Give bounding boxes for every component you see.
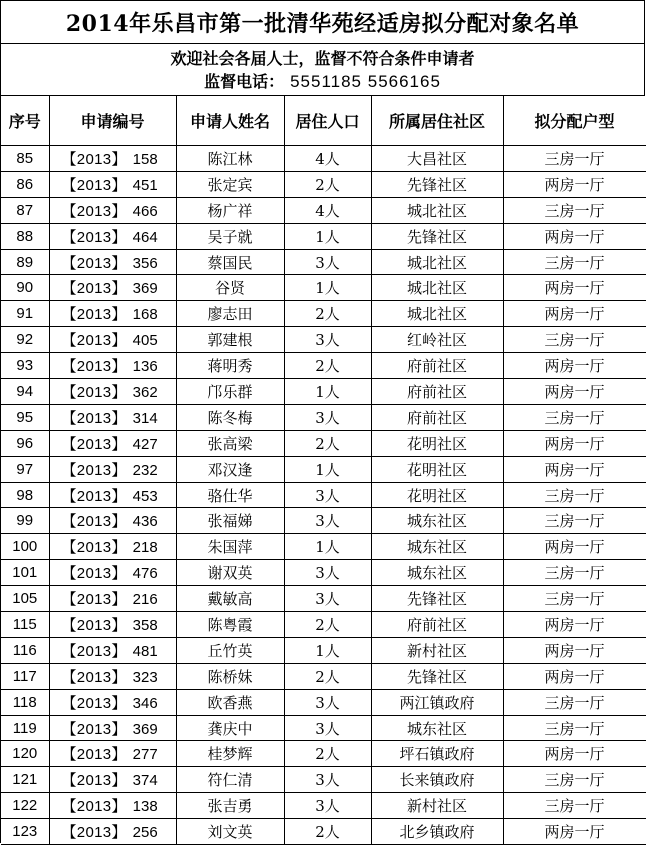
cell-unit-type: 两房一厅: [503, 223, 646, 249]
application-number: 451: [132, 176, 158, 194]
cell-household-size: 3人: [284, 767, 371, 793]
cell-unit-type: 两房一厅: [503, 379, 646, 405]
cell-unit-type: 三房一厅: [503, 249, 646, 275]
table-row: [1, 819, 646, 845]
table-row: [1, 456, 646, 482]
cell-seq: 116: [1, 637, 49, 663]
cell-applicant-name: 谷贤: [176, 275, 284, 301]
application-number: 168: [132, 306, 158, 324]
cell-applicant-name: 张定宾: [176, 171, 284, 197]
cell-unit-type: 两房一厅: [503, 301, 646, 327]
application-number: 453: [132, 487, 158, 505]
cell-household-size: 2人: [284, 819, 371, 845]
cell-household-size: 2人: [284, 741, 371, 767]
cell-application-no: [49, 146, 176, 172]
cell-unit-type: 两房一厅: [503, 612, 646, 638]
table-body: [1, 146, 646, 845]
application-year: 【2013】: [61, 383, 127, 401]
cell-seq: 105: [1, 586, 49, 612]
page-title: 2014年乐昌市第一批清华苑经适房拟分配对象名单: [1, 1, 645, 44]
cell-household-size: 3人: [284, 508, 371, 534]
cell-seq: 115: [1, 612, 49, 638]
cell-unit-type: 三房一厅: [503, 560, 646, 586]
cell-community: 府前社区: [371, 379, 503, 405]
application-year: 【2013】: [61, 228, 127, 246]
cell-unit-type: 两房一厅: [503, 456, 646, 482]
table-row: [1, 689, 646, 715]
application-number: 369: [132, 720, 158, 738]
table-row: [1, 171, 646, 197]
cell-application-no: [49, 327, 176, 353]
application-number: 369: [132, 280, 158, 298]
cell-unit-type: 三房一厅: [503, 793, 646, 819]
cell-household-size: 3人: [284, 586, 371, 612]
cell-unit-type: 三房一厅: [503, 327, 646, 353]
cell-seq: 120: [1, 741, 49, 767]
application-year: 【2013】: [61, 358, 127, 376]
application-year: 【2013】: [61, 254, 127, 272]
header-seq: 序号: [1, 96, 49, 146]
cell-applicant-name: 朱国萍: [176, 534, 284, 560]
cell-applicant-name: 张高梁: [176, 430, 284, 456]
cell-seq: 90: [1, 275, 49, 301]
cell-applicant-name: 桂梦辉: [176, 741, 284, 767]
application-year: 【2013】: [61, 616, 127, 634]
cell-household-size: 1人: [284, 223, 371, 249]
cell-unit-type: 三房一厅: [503, 586, 646, 612]
cell-application-no: [49, 715, 176, 741]
application-year: 【2013】: [61, 306, 127, 324]
cell-applicant-name: 符仁清: [176, 767, 284, 793]
cell-seq: 88: [1, 223, 49, 249]
header-application-no: 申请编号: [49, 96, 176, 146]
cell-unit-type: 三房一厅: [503, 404, 646, 430]
cell-household-size: 3人: [284, 715, 371, 741]
table-row: [1, 327, 646, 353]
cell-application-no: [49, 171, 176, 197]
application-number: 405: [132, 332, 158, 350]
table-row: [1, 715, 646, 741]
cell-community: 城东社区: [371, 715, 503, 741]
application-number: 256: [132, 824, 158, 842]
application-year: 【2013】: [61, 772, 127, 790]
cell-seq: 123: [1, 819, 49, 845]
phone-row: [204, 70, 441, 93]
cell-application-no: [49, 482, 176, 508]
cell-community: 两江镇政府: [371, 689, 503, 715]
table-row: [1, 767, 646, 793]
cell-household-size: 2人: [284, 612, 371, 638]
table-row: [1, 223, 646, 249]
cell-household-size: 1人: [284, 456, 371, 482]
cell-applicant-name: 陈江林: [176, 146, 284, 172]
cell-applicant-name: 陈桥妹: [176, 663, 284, 689]
cell-unit-type: 两房一厅: [503, 741, 646, 767]
application-year: 【2013】: [61, 798, 127, 816]
header-applicant-name: 申请人姓名: [176, 96, 284, 146]
cell-unit-type: 两房一厅: [503, 275, 646, 301]
application-year: 【2013】: [61, 694, 127, 712]
cell-applicant-name: 张福娣: [176, 508, 284, 534]
cell-seq: 118: [1, 689, 49, 715]
table-row: [1, 560, 646, 586]
cell-application-no: [49, 560, 176, 586]
cell-seq: 98: [1, 482, 49, 508]
cell-unit-type: 两房一厅: [503, 637, 646, 663]
cell-application-no: [49, 689, 176, 715]
cell-application-no: [49, 767, 176, 793]
cell-application-no: [49, 663, 176, 689]
cell-unit-type: 三房一厅: [503, 482, 646, 508]
cell-applicant-name: 蒋明秀: [176, 353, 284, 379]
allocation-table: [1, 96, 646, 845]
cell-seq: 91: [1, 301, 49, 327]
cell-unit-type: 两房一厅: [503, 534, 646, 560]
cell-household-size: 1人: [284, 379, 371, 405]
cell-seq: 119: [1, 715, 49, 741]
table-row: [1, 249, 646, 275]
table-row: [1, 508, 646, 534]
cell-community: 城北社区: [371, 197, 503, 223]
application-number: 466: [132, 202, 158, 220]
cell-application-no: [49, 379, 176, 405]
cell-seq: 86: [1, 171, 49, 197]
cell-applicant-name: 丘竹英: [176, 637, 284, 663]
cell-application-no: [49, 223, 176, 249]
cell-household-size: 3人: [284, 249, 371, 275]
application-year: 【2013】: [61, 824, 127, 842]
table-row: [1, 663, 646, 689]
cell-household-size: 2人: [284, 171, 371, 197]
cell-household-size: 3人: [284, 689, 371, 715]
cell-community: 府前社区: [371, 612, 503, 638]
table-row: [1, 612, 646, 638]
cell-unit-type: 两房一厅: [503, 430, 646, 456]
table-row: [1, 275, 646, 301]
cell-application-no: [49, 534, 176, 560]
cell-seq: 121: [1, 767, 49, 793]
cell-applicant-name: 吴子就: [176, 223, 284, 249]
cell-applicant-name: 龚庆中: [176, 715, 284, 741]
cell-community: 先锋社区: [371, 663, 503, 689]
cell-seq: 93: [1, 353, 49, 379]
cell-applicant-name: 欧香燕: [176, 689, 284, 715]
cell-community: 先锋社区: [371, 171, 503, 197]
table-row: [1, 534, 646, 560]
cell-household-size: 4人: [284, 197, 371, 223]
application-number: 476: [132, 565, 158, 583]
cell-community: 城北社区: [371, 275, 503, 301]
application-number: 356: [132, 254, 158, 272]
table-row: [1, 353, 646, 379]
cell-community: 先锋社区: [371, 223, 503, 249]
cell-unit-type: 三房一厅: [503, 508, 646, 534]
cell-unit-type: 三房一厅: [503, 767, 646, 793]
cell-household-size: 1人: [284, 275, 371, 301]
application-number: 464: [132, 228, 158, 246]
application-number: 277: [132, 746, 158, 764]
cell-application-no: [49, 301, 176, 327]
cell-applicant-name: 谢双英: [176, 560, 284, 586]
application-year: 【2013】: [61, 409, 127, 427]
cell-unit-type: 三房一厅: [503, 715, 646, 741]
cell-application-no: [49, 508, 176, 534]
cell-seq: 92: [1, 327, 49, 353]
application-number: 218: [132, 539, 158, 557]
cell-application-no: [49, 637, 176, 663]
cell-seq: 87: [1, 197, 49, 223]
cell-applicant-name: 邝乐群: [176, 379, 284, 405]
cell-application-no: [49, 741, 176, 767]
application-year: 【2013】: [61, 565, 127, 583]
cell-application-no: [49, 793, 176, 819]
table-header-row: [1, 96, 646, 146]
cell-seq: 96: [1, 430, 49, 456]
cell-community: 红岭社区: [371, 327, 503, 353]
cell-household-size: 3人: [284, 793, 371, 819]
cell-community: 大昌社区: [371, 146, 503, 172]
notice-text: 欢迎社会各届人士，监督不符合条件申请者: [170, 48, 475, 68]
cell-applicant-name: 杨广祥: [176, 197, 284, 223]
application-number: 427: [132, 435, 158, 453]
cell-community: 城东社区: [371, 534, 503, 560]
cell-seq: 101: [1, 560, 49, 586]
cell-unit-type: 三房一厅: [503, 197, 646, 223]
cell-community: 花明社区: [371, 482, 503, 508]
application-number: 314: [132, 409, 158, 427]
cell-community: 城北社区: [371, 301, 503, 327]
cell-community: 坪石镇政府: [371, 741, 503, 767]
application-year: 【2013】: [61, 746, 127, 764]
table-row: [1, 741, 646, 767]
table-row: [1, 430, 646, 456]
application-number: 138: [132, 798, 158, 816]
cell-applicant-name: 陈冬梅: [176, 404, 284, 430]
cell-applicant-name: 刘文英: [176, 819, 284, 845]
table-row: [1, 586, 646, 612]
application-year: 【2013】: [61, 668, 127, 686]
cell-community: 府前社区: [371, 353, 503, 379]
phone-numbers: 5551185 5566165: [290, 71, 441, 91]
application-year: 【2013】: [61, 280, 127, 298]
cell-applicant-name: 张吉勇: [176, 793, 284, 819]
table-row: [1, 301, 646, 327]
cell-application-no: [49, 819, 176, 845]
cell-household-size: 2人: [284, 663, 371, 689]
cell-community: 城北社区: [371, 249, 503, 275]
cell-seq: 85: [1, 146, 49, 172]
cell-community: 新村社区: [371, 793, 503, 819]
cell-application-no: [49, 275, 176, 301]
cell-household-size: 3人: [284, 560, 371, 586]
application-year: 【2013】: [61, 150, 127, 168]
cell-community: 新村社区: [371, 637, 503, 663]
cell-seq: 89: [1, 249, 49, 275]
application-number: 323: [132, 668, 158, 686]
cell-unit-type: 三房一厅: [503, 146, 646, 172]
application-number: 136: [132, 358, 158, 376]
cell-seq: 122: [1, 793, 49, 819]
cell-unit-type: 两房一厅: [503, 353, 646, 379]
application-number: 362: [132, 383, 158, 401]
application-year: 【2013】: [61, 513, 127, 531]
application-year: 【2013】: [61, 487, 127, 505]
application-year: 【2013】: [61, 642, 127, 660]
cell-unit-type: 两房一厅: [503, 663, 646, 689]
cell-community: 花明社区: [371, 456, 503, 482]
application-number: 358: [132, 616, 158, 634]
cell-household-size: 2人: [284, 301, 371, 327]
cell-community: 花明社区: [371, 430, 503, 456]
table-row: [1, 793, 646, 819]
cell-applicant-name: 廖志田: [176, 301, 284, 327]
application-year: 【2013】: [61, 720, 127, 738]
application-number: 374: [132, 772, 158, 790]
application-number: 481: [132, 642, 158, 660]
cell-unit-type: 三房一厅: [503, 689, 646, 715]
cell-community: 长来镇政府: [371, 767, 503, 793]
cell-seq: 117: [1, 663, 49, 689]
application-year: 【2013】: [61, 539, 127, 557]
cell-seq: 94: [1, 379, 49, 405]
header-unit-type: 拟分配户型: [503, 96, 646, 146]
cell-applicant-name: 戴敏高: [176, 586, 284, 612]
application-number: 216: [132, 591, 158, 609]
application-year: 【2013】: [61, 591, 127, 609]
cell-household-size: 1人: [284, 637, 371, 663]
application-year: 【2013】: [61, 332, 127, 350]
cell-applicant-name: 邓汉逢: [176, 456, 284, 482]
cell-community: 先锋社区: [371, 586, 503, 612]
cell-application-no: [49, 612, 176, 638]
table-row: [1, 197, 646, 223]
cell-household-size: 3人: [284, 404, 371, 430]
cell-unit-type: 两房一厅: [503, 819, 646, 845]
application-year: 【2013】: [61, 202, 127, 220]
cell-household-size: 3人: [284, 327, 371, 353]
cell-applicant-name: 蔡国民: [176, 249, 284, 275]
application-number: 158: [132, 150, 158, 168]
table-row: [1, 404, 646, 430]
cell-community: 城东社区: [371, 560, 503, 586]
application-number: 232: [132, 461, 158, 479]
cell-applicant-name: 郭建根: [176, 327, 284, 353]
cell-applicant-name: 骆仕华: [176, 482, 284, 508]
application-year: 【2013】: [61, 461, 127, 479]
cell-applicant-name: 陈粤霞: [176, 612, 284, 638]
table-row: [1, 379, 646, 405]
cell-household-size: 2人: [284, 430, 371, 456]
cell-household-size: 2人: [284, 353, 371, 379]
cell-application-no: [49, 456, 176, 482]
cell-application-no: [49, 249, 176, 275]
cell-household-size: 1人: [284, 534, 371, 560]
cell-seq: 95: [1, 404, 49, 430]
cell-community: 府前社区: [371, 404, 503, 430]
supervision-notice: [1, 44, 645, 96]
application-number: 346: [132, 694, 158, 712]
cell-unit-type: 两房一厅: [503, 171, 646, 197]
cell-application-no: [49, 430, 176, 456]
header-community: 所属居住社区: [371, 96, 503, 146]
application-year: 【2013】: [61, 176, 127, 194]
application-number: 436: [132, 513, 158, 531]
cell-seq: 99: [1, 508, 49, 534]
table-row: [1, 482, 646, 508]
cell-application-no: [49, 404, 176, 430]
table-row: [1, 637, 646, 663]
cell-application-no: [49, 586, 176, 612]
header-household-size: 居住人口: [284, 96, 371, 146]
cell-community: 城东社区: [371, 508, 503, 534]
cell-community: 北乡镇政府: [371, 819, 503, 845]
cell-application-no: [49, 197, 176, 223]
table-row: [1, 146, 646, 172]
cell-application-no: [49, 353, 176, 379]
cell-seq: 100: [1, 534, 49, 560]
cell-household-size: 4人: [284, 146, 371, 172]
application-year: 【2013】: [61, 435, 127, 453]
cell-household-size: 3人: [284, 482, 371, 508]
phone-label: 监督电话：: [204, 71, 285, 91]
cell-seq: 97: [1, 456, 49, 482]
